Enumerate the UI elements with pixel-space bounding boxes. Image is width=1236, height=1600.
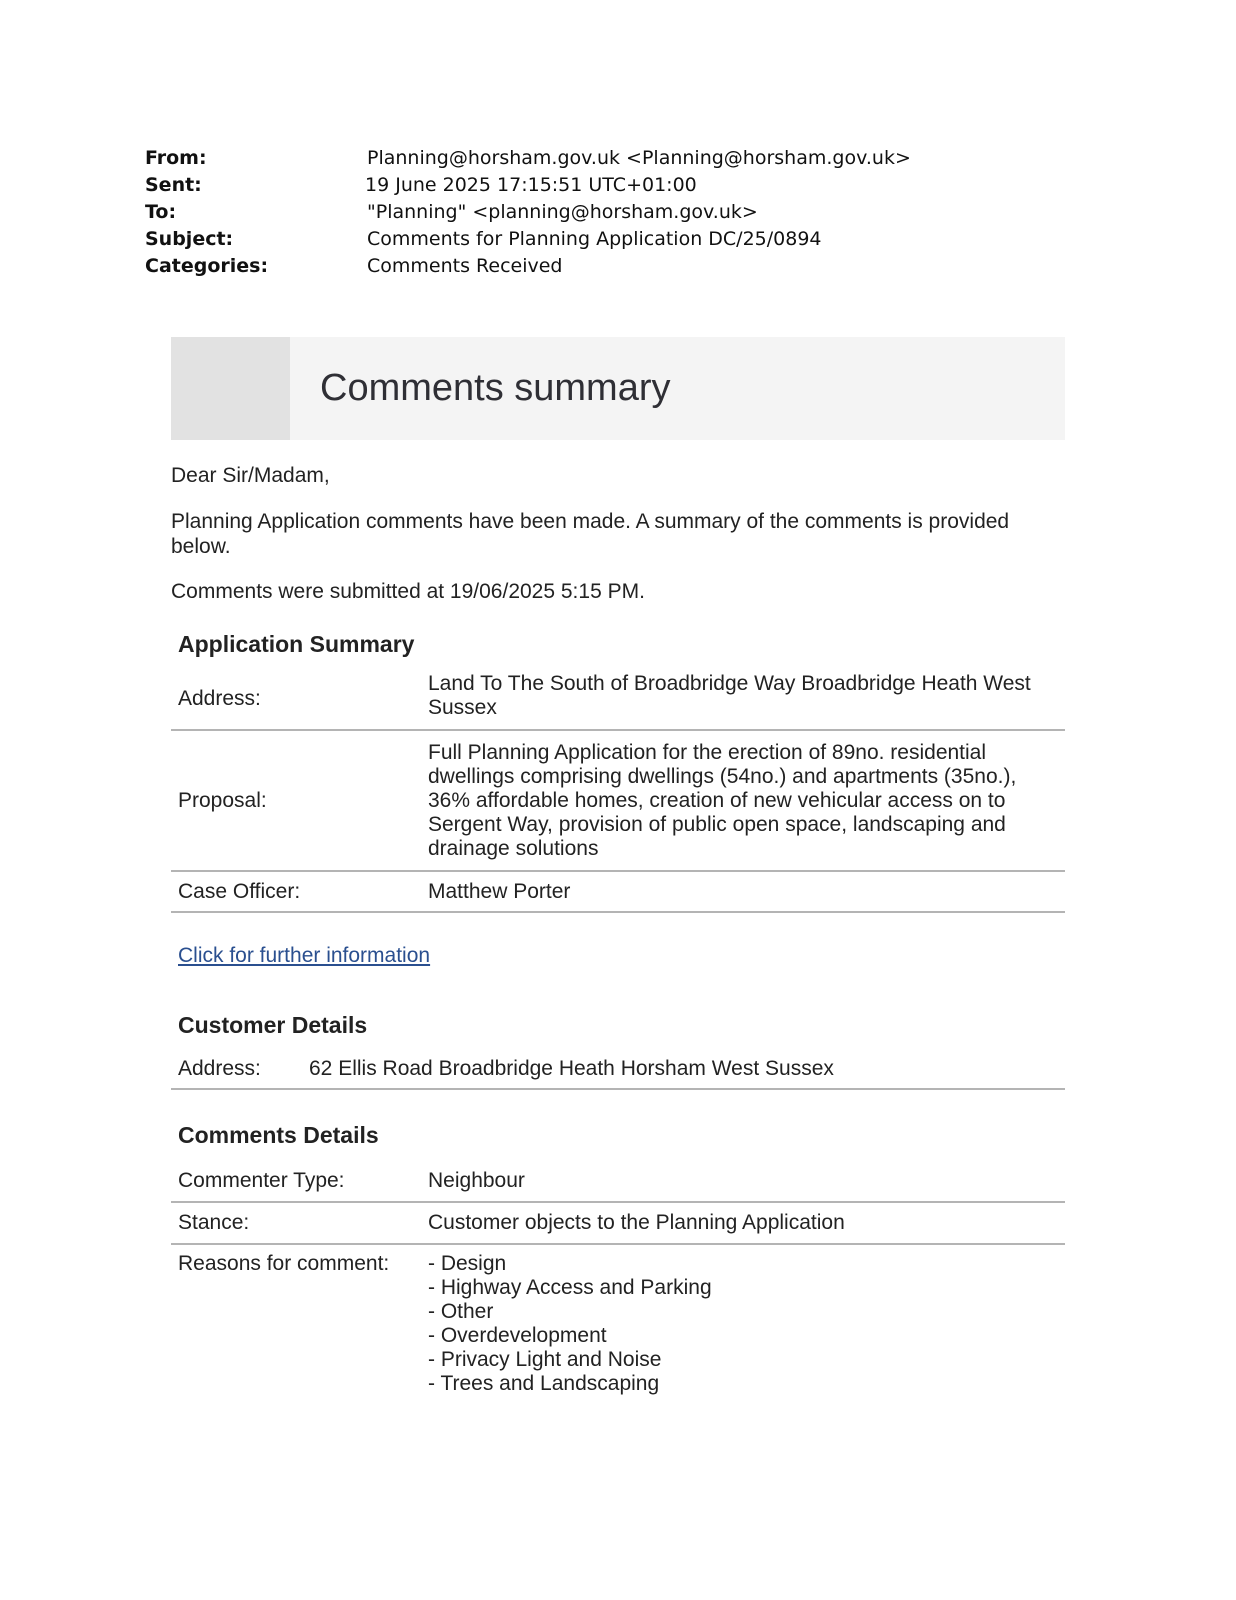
subject-value: Comments for Planning Application DC/25/0894 — [367, 228, 822, 250]
comments-details-heading: Comments Details — [178, 1122, 379, 1148]
further-information-link[interactable]: Click for further information — [178, 944, 431, 967]
sent-label: Sent: — [145, 174, 202, 196]
proposal-label: Proposal: — [171, 730, 428, 871]
reasons-list — [428, 1252, 1065, 1396]
address-label: Address: — [171, 669, 428, 730]
table-row — [171, 871, 1065, 912]
customer-address-label: Address: — [171, 1050, 309, 1089]
sent-value: 19 June 2025 17:15:51 UTC+01:00 — [365, 174, 697, 196]
case-officer-value: Matthew Porter — [428, 871, 1065, 912]
list-item: - Other — [428, 1300, 494, 1323]
application-summary-table — [171, 669, 1065, 913]
table-row — [171, 1160, 1065, 1202]
table-row — [171, 669, 1065, 730]
reasons-label: Reasons for comment: — [178, 1252, 390, 1275]
case-officer-label: Case Officer: — [171, 871, 428, 912]
commenter-type-value: Neighbour — [428, 1160, 1065, 1202]
categories-label: Categories: — [145, 255, 269, 277]
subject-row — [145, 226, 1045, 253]
customer-details-table — [171, 1050, 1065, 1090]
from-row — [145, 145, 1045, 172]
to-value: "Planning" <planning@horsham.gov.uk> — [367, 201, 758, 223]
reasons-value — [428, 1244, 1065, 1396]
table-row — [171, 1244, 1065, 1396]
proposal-value: Full Planning Application for the erection of 89no. residential dwellings comprising dwellings (54no.) and apartments (35no.), 36% affordable homes, creation of new vehicular access on to Sergent Way, provision of public open space, landscaping and drainage solutions — [428, 730, 1065, 871]
banner-accent-block — [171, 337, 290, 440]
categories-value: Comments Received — [367, 255, 563, 277]
list-item: - Privacy Light and Noise — [428, 1348, 662, 1371]
customer-details-heading: Customer Details — [178, 1012, 368, 1038]
stance-label: Stance: — [171, 1202, 428, 1244]
table-row — [171, 1202, 1065, 1244]
email-header — [145, 145, 1045, 280]
to-row — [145, 199, 1045, 226]
stance-value: Customer objects to the Planning Application — [428, 1202, 1065, 1244]
summary-banner — [171, 337, 1065, 440]
greeting: Dear Sir/Madam, — [171, 464, 330, 487]
list-item: - Design — [428, 1252, 507, 1275]
sent-row — [145, 172, 1045, 199]
from-value: Planning@horsham.gov.uk <Planning@horsham.gov.uk> — [367, 147, 911, 169]
intro-paragraph: Planning Application comments have been made. A summary of the comments is provided below. — [171, 510, 1010, 558]
subject-label: Subject: — [145, 228, 234, 250]
list-item: - Overdevelopment — [428, 1324, 607, 1347]
categories-row — [145, 253, 1045, 280]
comments-details-table — [171, 1160, 1065, 1396]
customer-address-value: 62 Ellis Road Broadbridge Heath Horsham West Sussex — [309, 1050, 1065, 1089]
application-summary-heading: Application Summary — [178, 631, 415, 657]
commenter-type-label: Commenter Type: — [171, 1160, 428, 1202]
submitted-text: Comments were submitted at 19/06/2025 5:15 PM. — [171, 580, 645, 603]
table-row — [171, 1050, 1065, 1089]
address-value: Land To The South of Broadbridge Way Broadbridge Heath West Sussex — [428, 669, 1065, 730]
page-title: Comments summary — [320, 367, 671, 409]
to-label: To: — [145, 201, 177, 223]
list-item: - Trees and Landscaping — [428, 1372, 660, 1395]
list-item: - Highway Access and Parking — [428, 1276, 712, 1299]
from-label: From: — [145, 147, 207, 169]
table-row — [171, 730, 1065, 871]
